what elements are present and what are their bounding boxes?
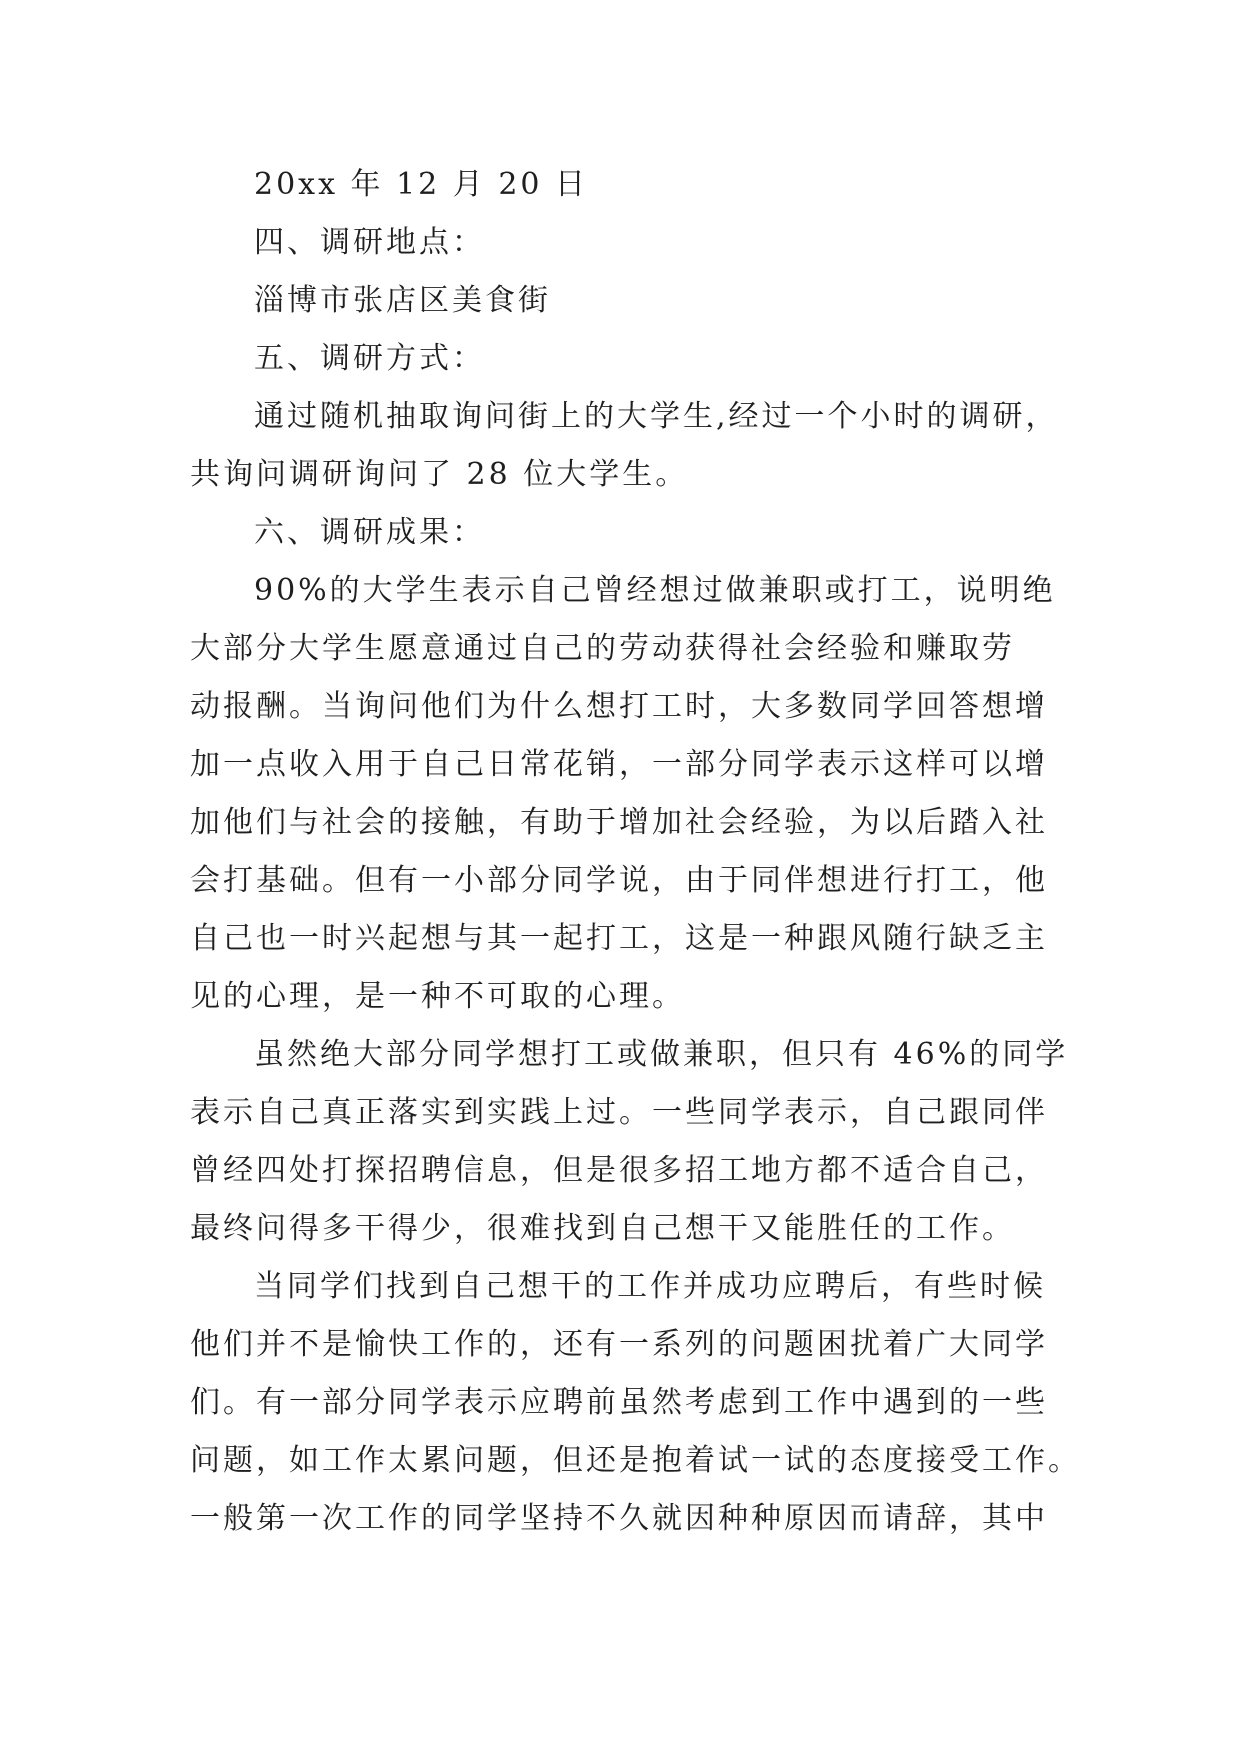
method-text-line: 共询问调研询问了 28 位大学生。 [190,457,689,492]
paragraph-line: 加一点收入用于自己日常花销，一部分同学表示这样可以增 [190,747,1048,782]
paragraph-line: 自己也一时兴起想与其一起打工，这是一种跟风随行缺乏主 [190,921,1048,956]
paragraph-line: 90%的大学生表示自己曾经想过做兼职或打工，说明绝 [254,573,1056,608]
paragraph-line: 大部分大学生愿意通过自己的劳动获得社会经验和赚取劳 [190,631,1015,666]
paragraph-line: 们。有一部分同学表示应聘前虽然考虑到工作中遇到的一些 [190,1385,1048,1420]
location-text: 淄博市张店区美食街 [254,283,551,318]
paragraph-line: 见的心理，是一种不可取的心理。 [190,979,685,1014]
paragraph-line: 表示自己真正落实到实践上过。一些同学表示，自己跟同伴 [190,1095,1048,1130]
section-heading-method: 五、调研方式： [254,341,485,376]
paragraph-line: 动报酬。当询问他们为什么想打工时，大多数同学回答想增 [190,689,1048,724]
paragraph-line: 一般第一次工作的同学坚持不久就因种种原因而请辞，其中 [190,1501,1048,1536]
paragraph-line: 加他们与社会的接触，有助于增加社会经验，为以后踏入社 [190,805,1048,840]
paragraph-line: 他们并不是愉快工作的，还有一系列的问题困扰着广大同学 [190,1327,1048,1362]
paragraph-line: 当同学们找到自己想干的工作并成功应聘后，有些时候 [254,1269,1046,1304]
section-heading-location: 四、调研地点： [254,225,485,260]
document-body [190,156,1081,1548]
paragraph-line: 问题，如工作太累问题，但还是抱着试一试的态度接受工作。 [190,1443,1081,1478]
date-line: 20xx 年 12 月 20 日 [254,167,589,202]
paragraph-line: 虽然绝大部分同学想打工或做兼职，但只有 46%的同学 [254,1037,1069,1072]
paragraph-line: 会打基础。但有一小部分同学说，由于同伴想进行打工，他 [190,863,1048,898]
paragraph-line: 最终问得多干得少，很难找到自己想干又能胜任的工作。 [190,1211,1015,1246]
method-text-line: 通过随机抽取询问街上的大学生,经过一个小时的调研， [254,399,1059,434]
section-heading-results: 六、调研成果： [254,515,485,550]
paragraph-line: 曾经四处打探招聘信息，但是很多招工地方都不适合自己， [190,1153,1048,1188]
